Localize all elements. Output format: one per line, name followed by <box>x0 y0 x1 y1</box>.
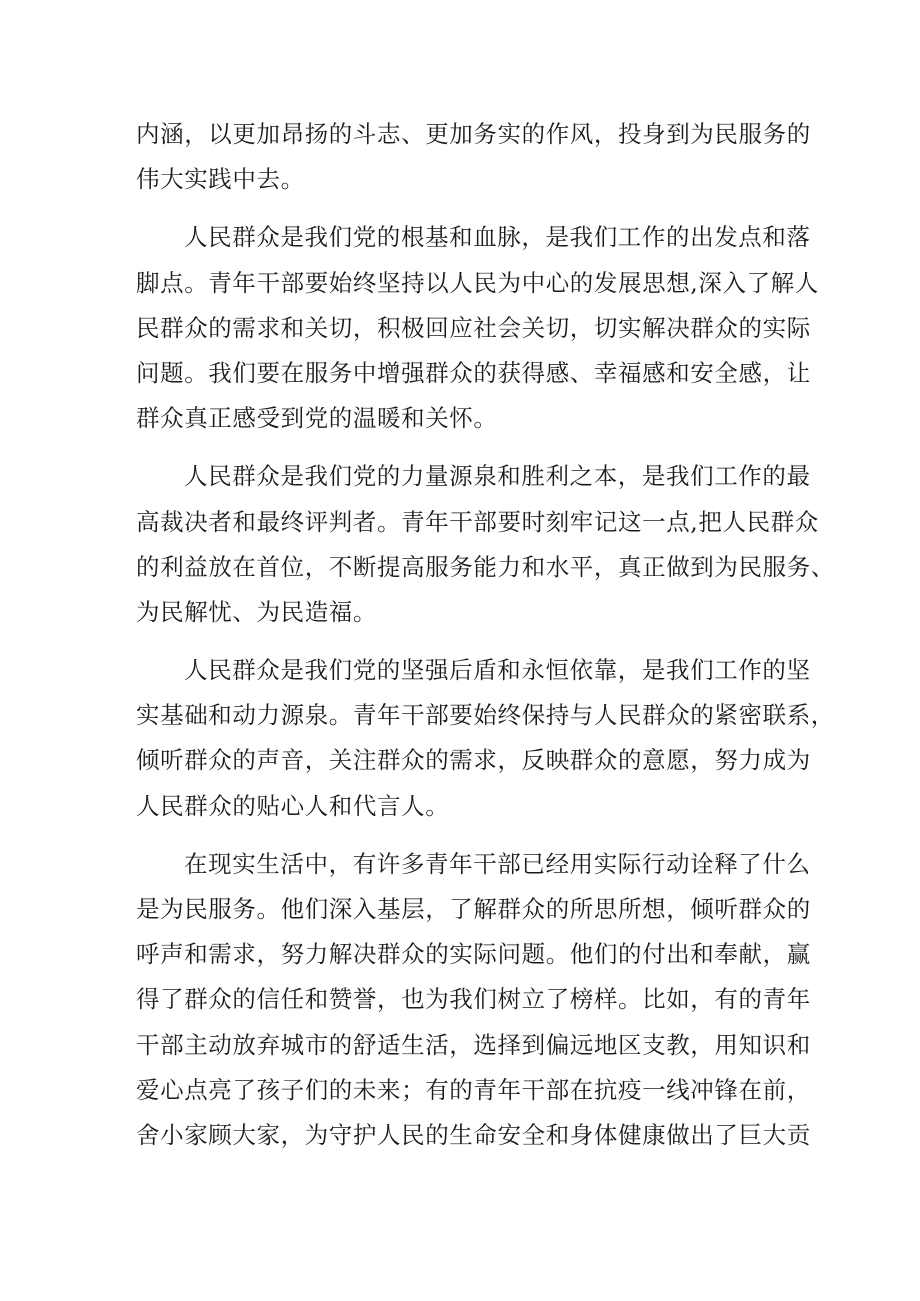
text-line: 人民群众是我们党的坚强后盾和永恒依靠，是我们工作的坚 <box>184 656 811 685</box>
paragraph <box>136 112 811 202</box>
paragraph <box>136 648 835 829</box>
text-line: 倾听群众的声音，关注群众的需求，反映群众的意愿，努力成为 <box>136 746 811 775</box>
text-line: 伟大实践中去。 <box>136 165 305 194</box>
text-line: 的利益放在首位，不断提高服务能力和水平，真正做到为民服务、 <box>136 552 835 581</box>
text-line: 呼声和需求，努力解决群众的实际问题。他们的付出和奉献，赢 <box>136 940 811 969</box>
text-line: 群众真正感受到党的温暖和关怀。 <box>136 404 498 433</box>
text-line: 爱心点亮了孩子们的未来；有的青年干部在抗疫一线冲锋在前， <box>136 1075 811 1104</box>
text-line: 舍小家顾大家，为守护人民的生命安全和身体健康做出了巨大贡 <box>136 1120 811 1149</box>
text-line: 人民群众是我们党的力量源泉和胜利之本，是我们工作的最 <box>184 462 811 491</box>
document-body <box>136 112 835 1158</box>
text-line: 为民解忧、为民造福。 <box>136 597 377 626</box>
text-line: 人民群众是我们党的根基和血脉，是我们工作的出发点和落 <box>184 223 811 252</box>
text-line: 脚点。青年干部要始终坚持以人民为中心的发展思想,深入了解人 <box>136 268 819 297</box>
text-line: 内涵，以更加昂扬的斗志、更加务实的作风，投身到为民服务的 <box>136 120 811 148</box>
text-line: 干部主动放弃城市的舒适生活，选择到偏远地区支教，用知识和 <box>136 1030 811 1059</box>
text-line: 民群众的需求和关切，积极回应社会关切，切实解决群众的实际 <box>136 313 811 342</box>
text-line: 得了群众的信任和赞誉，也为我们树立了榜样。比如，有的青年 <box>136 985 811 1014</box>
text-line: 问题。我们要在服务中增强群众的获得感、幸福感和安全感，让 <box>136 358 811 387</box>
text-line: 实基础和动力源泉。青年干部要始终保持与人民群众的紧密联系， <box>136 701 835 730</box>
text-line: 人民群众的贴心人和代言人。 <box>136 791 450 820</box>
paragraph <box>136 842 811 1158</box>
text-line: 是为民服务。他们深入基层，了解群众的所思所想，倾听群众的 <box>136 895 811 923</box>
text-line: 在现实生活中，有许多青年干部已经用实际行动诠释了什么 <box>184 849 811 878</box>
text-line: 高裁决者和最终评判者。青年干部要时刻牢记这一点,把人民群众 <box>136 507 819 536</box>
paragraph <box>136 215 819 441</box>
paragraph <box>136 454 835 635</box>
